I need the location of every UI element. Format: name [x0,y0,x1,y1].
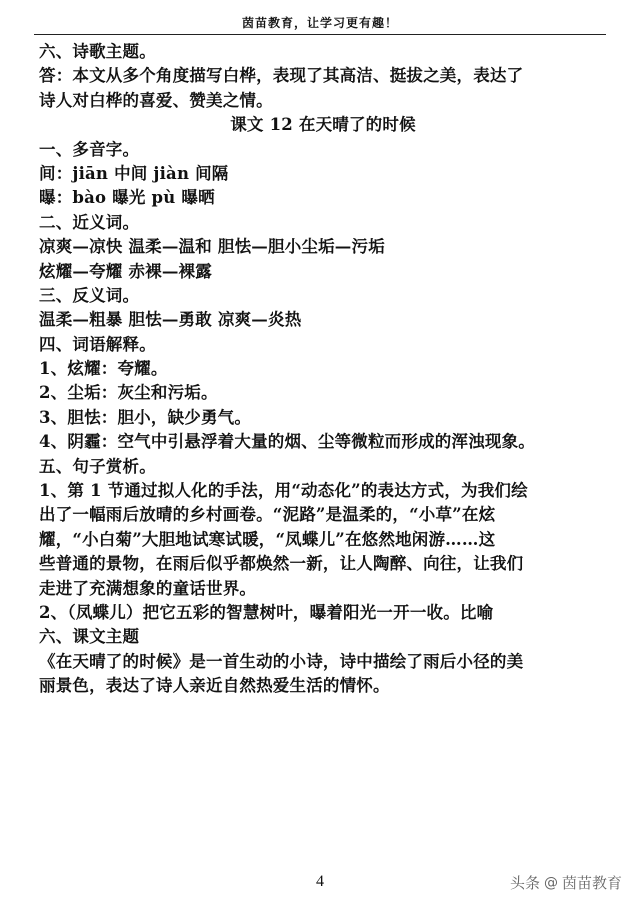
text-line: 答：本文从多个角度描写白桦，表现了其高洁、挺拔之美，表达了 [39,66,524,86]
text-line: 曝：bào 曝光 pù 曝晒 [39,188,215,208]
page-header: 茵苗教育，让学习更有趣！ [241,16,398,30]
watermark [510,872,622,893]
watermark-prefix: 头条 [509,874,540,892]
text-line: 三、反义词。 [39,285,140,305]
text-line: 二、近义词。 [39,212,140,232]
text-line: 耀，“小白菊”大胆地试寒试暖，“凤蝶儿”在悠然地闲游……这 [39,529,496,549]
text-line: 温柔—粗暴 胆怯—勇敢 凉爽—炎热 [39,310,302,330]
text-line: 诗人对白桦的喜爱、赞美之情。 [39,90,273,110]
text-line: 六、课文主题 [39,627,140,647]
text-line: 炫耀—夸耀 赤裸—裸露 [39,261,212,281]
text-line: 四、词语解释。 [39,334,156,354]
document-body [39,40,607,699]
text-line: 4、阴霾：空气中引悬浮着大量的烟、尘等微粒而形成的浑浊现象。 [39,432,535,452]
page-number: 4 [316,873,324,890]
text-line: 六、诗歌主题。 [39,42,156,61]
text-line: 《在天晴了的时候》是一首生动的小诗，诗中描绘了雨后小径的美 [39,651,524,671]
text-line: 2、（凤蝶儿）把它五彩的智慧树叶，曝着阳光一开一收。比喻 [39,602,494,622]
text-line: 间：jiān 中间 jiàn 间隔 [39,163,229,183]
text-line: 些普通的景物，在雨后似乎都焕然一新，让人陶醉、向往，让我们 [39,554,524,574]
text-line: 丽景色，表达了诗人亲近自然热爱生活的情怀。 [39,676,390,696]
section-title: 课文 12 在天晴了的时候 [230,115,416,135]
text-line: 一、多音字。 [39,139,140,159]
watermark-at: @ [543,874,558,891]
text-line: 1、第 1 节通过拟人化的手法，用“动态化”的表达方式，为我们绘 [39,481,528,501]
text-line: 1、炫耀：夸耀。 [39,359,168,379]
header-rule [34,34,606,35]
text-line: 五、句子赏析。 [39,456,156,476]
text-line: 3、胆怯：胆小，缺少勇气。 [39,407,252,427]
text-line: 2、尘垢：灰尘和污垢。 [39,383,218,403]
watermark-name: 茵苗教育 [561,874,622,892]
text-line: 走进了充满想象的童话世界。 [39,578,257,598]
text-line: 出了一幅雨后放晴的乡村画卷。“泥路”是温柔的，“小草”在炫 [39,505,496,525]
text-line: 凉爽—凉快 温柔—温和 胆怯—胆小尘垢—污垢 [39,237,385,257]
